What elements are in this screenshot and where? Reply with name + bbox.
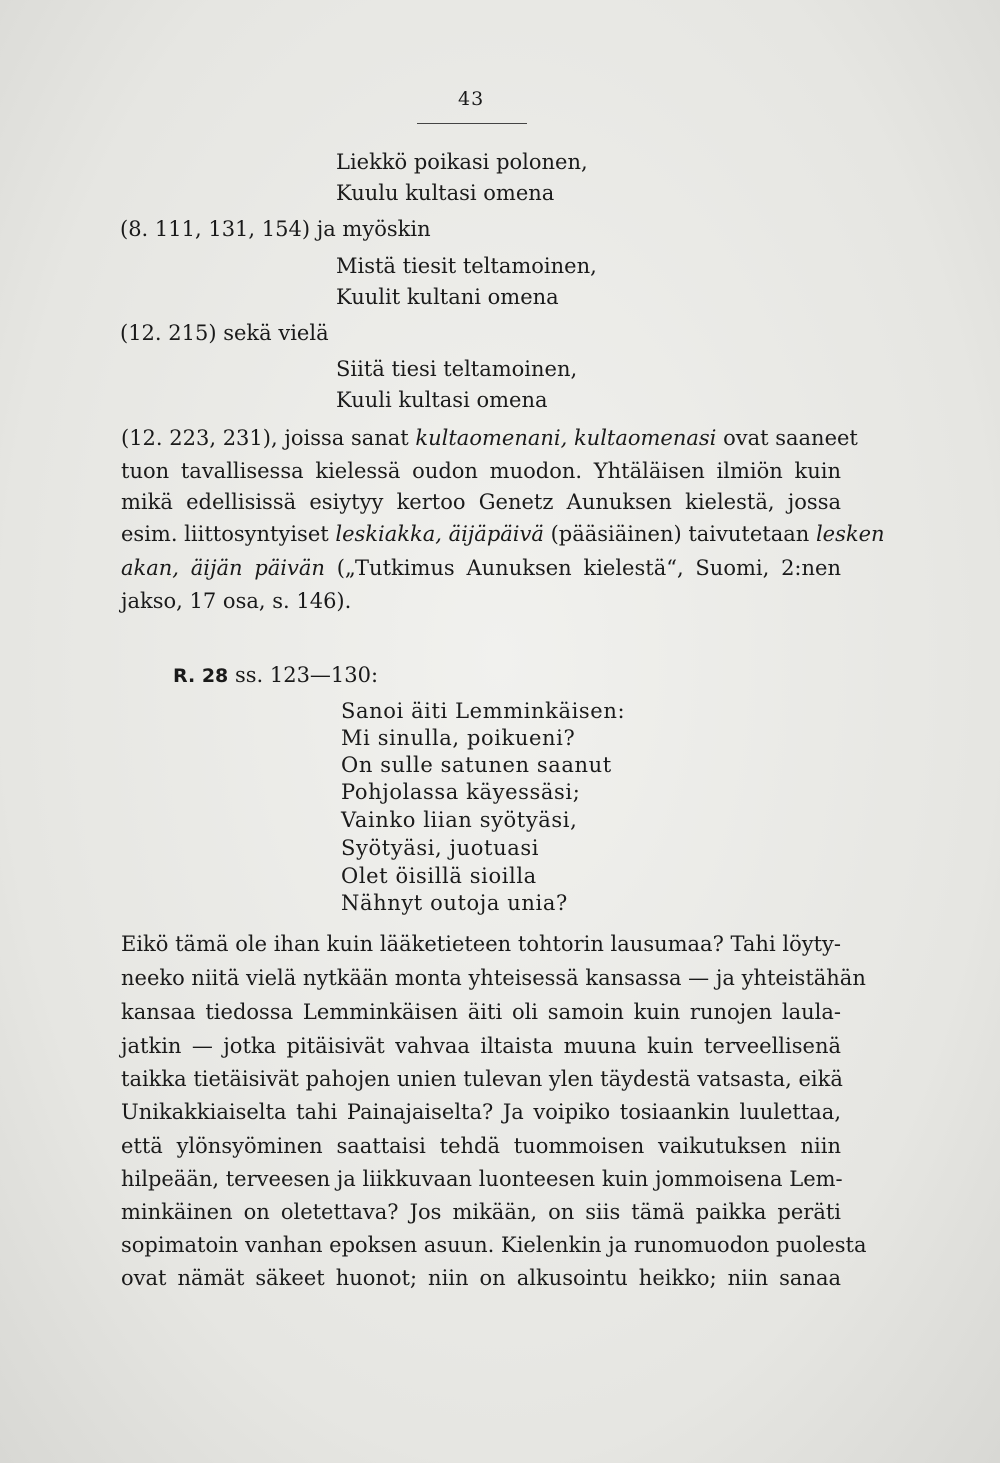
para2-line-2: neeko niitä vielä nytkään monta yhteisessä kansassa — ja yhteistähän [121,966,866,990]
verse2-line-2: Kuulit kultani omena [336,285,559,309]
para2-line-9: minkäinen on oletettava? Jos mikään, on siis tämä paikka peräti [121,1200,841,1224]
para1-line-5: akan, äijän päivän („Tutkimus Aunuksen kielestä“, Suomi, 2:nen [121,556,841,580]
section-label: R. 28 [173,665,229,687]
page-number-rule [417,123,527,124]
verse4-line-2: Mi sinulla, poikueni? [341,726,576,750]
para2-line-4: jatkin — jotka pitäisivät vahvaa iltaista muuna kuin terveellisenä [121,1034,841,1058]
section-pages: ss. 123—130: [228,663,379,687]
para2-line-5: taikka tietäisivät pahojen unien tulevan ylen täydestä vatsasta, eikä [121,1067,843,1091]
verse3-line-2: Kuuli kultasi omena [336,388,548,412]
verse4-line-1: Sanoi äiti Lemminkäisen: [341,699,626,723]
verse2-line-1: Mistä tiesit teltamoinen, [336,254,597,278]
verse4-line-4: Pohjolassa käyessäsi; [341,780,581,804]
para1-line-3: mikä edellisissä esiytyy kertoo Genetz Aunuksen kielestä, jossa [121,490,841,514]
para1-line-4: esim. liittosyntyiset leskiakka, äijäpäivä (pääsiäinen) taivutetaan lesken [121,522,885,546]
para1-italic-2: leskiakka, äijäpäivä [335,522,544,546]
verse1-line-2: Kuulu kultasi omena [336,181,555,205]
para2-line-1: Eikö tämä ole ihan kuin lääketieteen tohtorin lausumaa? Tahi löyty- [121,932,841,956]
verse1-line-1: Liekkö poikasi polonen, [336,150,588,174]
para1-italic-1: kultaomenani, kultaomenasi [415,426,717,450]
verse4-line-8: Nähnyt outoja unia? [341,891,568,915]
para1-italic-4: akan, äijän päivän [121,556,325,580]
verse4-line-3: On sulle satunen saanut [341,753,612,777]
reference-line-2: (12. 215) sekä vielä [120,321,329,345]
para1-line-1: (12. 223, 231), joissa sanat kultaomenani, kultaomenasi ovat saaneet [121,426,858,450]
para1-italic-3: lesken [815,522,885,546]
verse3-line-1: Siitä tiesi teltamoinen, [336,357,578,381]
para2-line-8: hilpeään, terveesen ja liikkuvaan luonteesen kuin jommoisena Lem- [121,1167,843,1191]
verse4-line-5: Vainko liian syötyäsi, [341,808,578,832]
verse4-line-7: Olet öisillä sioilla [341,864,537,888]
para2-line-11: ovat nämät säkeet huonot; niin on alkusointu heikko; niin sanaa [121,1266,841,1290]
section-heading [173,660,378,691]
reference-line-1: (8. 111, 131, 154) ja myöskin [120,217,431,241]
para2-line-6: Unikakkiaiselta tahi Painajaiselta? Ja voipiko tosiaankin luulettaa, [121,1100,841,1124]
para2-line-10: sopimatoin vanhan epoksen asuun. Kielenkin ja runomuodon puolesta [121,1233,867,1257]
para2-line-7: että ylönsyöminen saattaisi tehdä tuommoisen vaikutuksen niin [121,1134,841,1158]
para1-line-2: tuon tavallisessa kielessä oudon muodon. Yhtäläisen ilmiön kuin [121,459,841,483]
para2-line-3: kansaa tiedossa Lemminkäisen äiti oli samoin kuin runojen laula- [121,1000,841,1024]
page-number: 43 [458,88,485,110]
para1-line-6: jakso, 17 osa, s. 146). [121,589,352,613]
verse4-line-6: Syötyäsi, juotuasi [341,836,540,860]
